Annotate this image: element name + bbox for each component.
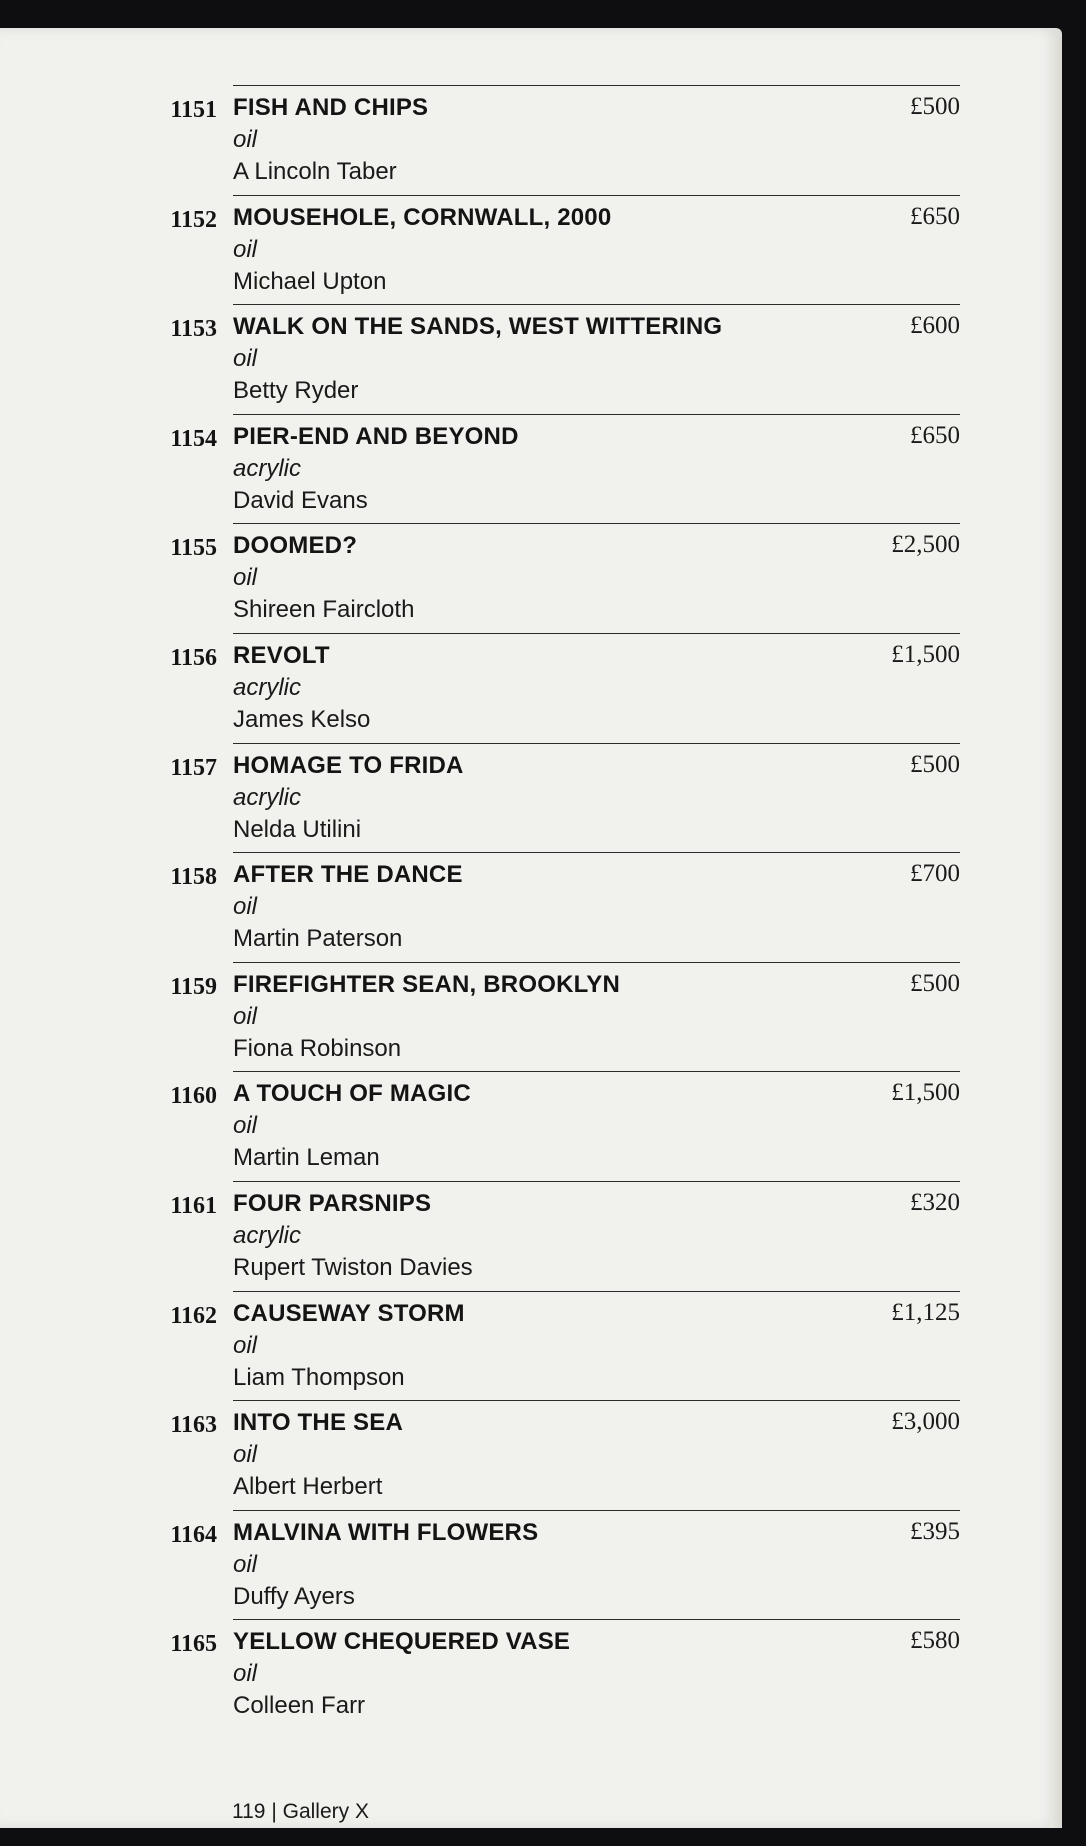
- entry-divider: [233, 523, 960, 524]
- artwork-medium: oil: [233, 893, 258, 921]
- catalogue-entry: [0, 414, 1062, 524]
- lot-number: 1162: [170, 1302, 217, 1329]
- artwork-price: £1,125: [891, 1298, 960, 1326]
- page-footer: 119 | Gallery X: [232, 1800, 369, 1823]
- artwork-price: £1,500: [891, 640, 960, 668]
- entry-divider: [233, 962, 960, 963]
- artist-name: A Lincoln Taber: [233, 158, 397, 185]
- artwork-price: £500: [910, 969, 960, 997]
- catalogue-entry: [0, 1291, 1062, 1401]
- catalogue-entry: [0, 304, 1062, 414]
- artwork-price: £320: [910, 1188, 960, 1216]
- artwork-medium: acrylic: [233, 454, 302, 482]
- artwork-price: £2,500: [891, 531, 960, 559]
- entry-divider: [233, 1181, 960, 1182]
- artist-name: Albert Herbert: [233, 1473, 383, 1501]
- artwork-price: £600: [910, 312, 960, 340]
- artwork-title: INTO THE SEA: [233, 1409, 403, 1437]
- artist-name: Michael Upton: [233, 267, 387, 295]
- catalogue-entry: [0, 962, 1062, 1072]
- catalogue-entry: [0, 1181, 1062, 1291]
- artwork-medium: oil: [233, 564, 258, 592]
- artist-name: Shireen Faircloth: [233, 596, 415, 624]
- artwork-price: £1,500: [891, 1079, 960, 1107]
- artist-name: Duffy Ayers: [233, 1582, 355, 1610]
- entry-divider: [233, 1400, 960, 1401]
- lot-number: 1165: [170, 1631, 217, 1658]
- artist-name: Liam Thompson: [233, 1363, 405, 1391]
- artwork-medium: oil: [233, 1112, 258, 1140]
- artwork-title: CAUSEWAY STORM: [233, 1299, 465, 1327]
- entry-divider: [233, 1291, 960, 1292]
- artist-name: Martin Leman: [233, 1144, 380, 1172]
- catalogue-entry: [0, 523, 1062, 633]
- lot-number: 1163: [170, 1412, 217, 1439]
- artwork-price: £650: [910, 202, 960, 230]
- artwork-title: WALK ON THE SANDS, WEST WITTERING: [233, 313, 723, 341]
- lot-number: 1151: [170, 97, 217, 123]
- artist-name: David Evans: [233, 486, 368, 514]
- lot-number: 1161: [170, 1192, 217, 1219]
- entry-divider: [233, 1510, 960, 1511]
- lot-number: 1159: [170, 973, 217, 1000]
- entry-divider: [233, 195, 960, 196]
- catalogue-list: [0, 85, 1062, 1729]
- catalogue-entry: [0, 1510, 1062, 1620]
- artwork-title: FOUR PARSNIPS: [233, 1189, 432, 1217]
- catalogue-entry: [0, 85, 1062, 195]
- catalogue-entry: [0, 852, 1062, 962]
- artwork-price: £700: [910, 860, 960, 888]
- entry-divider: [233, 85, 960, 86]
- artwork-title: DOOMED?: [233, 532, 358, 560]
- artwork-price: £3,000: [891, 1408, 960, 1436]
- lot-number: 1158: [170, 864, 217, 891]
- artwork-medium: oil: [233, 1550, 258, 1578]
- artwork-medium: oil: [233, 1002, 258, 1030]
- catalogue-entry: [0, 633, 1062, 743]
- artwork-title: AFTER THE DANCE: [233, 861, 463, 889]
- artist-name: James Kelso: [233, 705, 371, 733]
- entry-divider: [233, 304, 960, 305]
- artwork-title: HOMAGE TO FRIDA: [233, 751, 464, 779]
- artwork-medium: oil: [233, 235, 258, 263]
- artwork-title: FIREFIGHTER SEAN, BROOKLYN: [233, 970, 621, 998]
- artwork-title: PIER-END AND BEYOND: [233, 422, 519, 450]
- entry-divider: [233, 1619, 960, 1620]
- entry-divider: [233, 414, 960, 415]
- artist-name: Rupert Twiston Davies: [233, 1253, 473, 1281]
- artwork-title: YELLOW CHEQUERED VASE: [233, 1628, 571, 1656]
- artwork-title: FISH AND CHIPS: [233, 94, 429, 121]
- artwork-medium: oil: [233, 1441, 258, 1469]
- entry-divider: [233, 1071, 960, 1072]
- catalogue-entry: [0, 195, 1062, 305]
- lot-number: 1155: [170, 535, 217, 562]
- lot-number: 1157: [170, 754, 217, 781]
- entry-divider: [233, 633, 960, 634]
- artwork-title: REVOLT: [233, 641, 330, 669]
- artist-name: Colleen Farr: [233, 1692, 366, 1720]
- artwork-price: £580: [910, 1627, 960, 1655]
- catalogue-entry: [0, 1619, 1062, 1729]
- artwork-medium: oil: [233, 126, 258, 153]
- artwork-title: MALVINA WITH FLOWERS: [233, 1518, 539, 1546]
- catalogue-page: [0, 28, 1062, 1828]
- catalogue-entry: [0, 1400, 1062, 1510]
- artwork-price: £650: [910, 421, 960, 449]
- lot-number: 1154: [170, 425, 217, 452]
- artwork-price: £395: [910, 1517, 960, 1545]
- artwork-price: £500: [910, 93, 960, 120]
- artist-name: Fiona Robinson: [233, 1034, 402, 1062]
- catalogue-entry: [0, 743, 1062, 853]
- artwork-price: £500: [910, 750, 960, 778]
- lot-number: 1156: [170, 644, 217, 671]
- entry-divider: [233, 743, 960, 744]
- artist-name: Martin Paterson: [233, 925, 403, 953]
- lot-number: 1152: [170, 206, 217, 233]
- artist-name: Betty Ryder: [233, 377, 359, 405]
- lot-number: 1164: [170, 1521, 217, 1548]
- artwork-title: MOUSEHOLE, CORNWALL, 2000: [233, 203, 612, 231]
- artwork-medium: acrylic: [233, 673, 302, 701]
- entry-divider: [233, 852, 960, 853]
- lot-number: 1160: [170, 1083, 217, 1110]
- artist-name: Nelda Utilini: [233, 815, 362, 843]
- artwork-medium: oil: [233, 1660, 258, 1688]
- catalogue-entry: [0, 1071, 1062, 1181]
- artwork-title: A TOUCH OF MAGIC: [233, 1080, 471, 1108]
- artwork-medium: oil: [233, 1331, 258, 1359]
- lot-number: 1153: [170, 316, 217, 343]
- artwork-medium: oil: [233, 345, 258, 373]
- artwork-medium: acrylic: [233, 783, 302, 811]
- artwork-medium: acrylic: [233, 1221, 302, 1249]
